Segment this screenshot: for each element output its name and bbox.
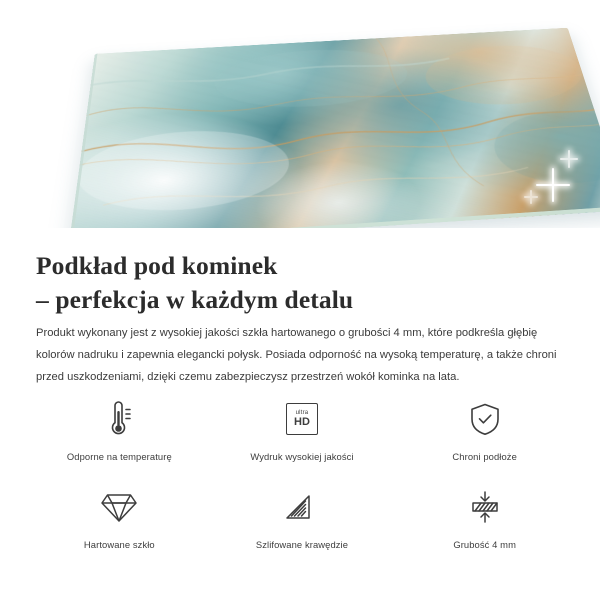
page-title-line-1: Podkład pod kominek bbox=[36, 251, 278, 281]
ultra-hd-badge-top: ultra bbox=[295, 410, 309, 416]
feature-label: Hartowane szkło bbox=[83, 539, 155, 550]
glass-plate-visual bbox=[69, 28, 600, 228]
thermometer-icon bbox=[96, 396, 142, 442]
feature-item-thickness bbox=[393, 484, 576, 566]
feature-label: Odporne na temperaturę bbox=[66, 451, 172, 462]
hero-image bbox=[0, 0, 600, 228]
feature-label: Szlifowane krawędzie bbox=[255, 539, 349, 550]
feature-grid bbox=[28, 396, 576, 566]
thickness-arrows-icon bbox=[462, 484, 508, 530]
polished-edge-icon bbox=[279, 484, 325, 530]
ultra-hd-icon bbox=[279, 396, 325, 442]
feature-label: Wydruk wysokiej jakości bbox=[250, 451, 354, 462]
ultra-hd-badge-bottom: HD bbox=[294, 416, 310, 428]
page-title-line-2: – perfekcja w każdym detalu bbox=[36, 284, 354, 314]
feature-item-tempered-glass bbox=[28, 484, 211, 566]
feature-item-print-quality bbox=[211, 396, 394, 478]
shield-check-icon bbox=[462, 396, 508, 442]
diamond-icon bbox=[96, 484, 142, 530]
glass-gloss-overlay bbox=[69, 28, 600, 228]
feature-label: Grubość 4 mm bbox=[453, 539, 516, 550]
page-title bbox=[36, 249, 566, 316]
feature-item-surface-protection bbox=[393, 396, 576, 478]
feature-item-polished-edges bbox=[211, 484, 394, 566]
product-description-text: Produkt wykonany jest z wysokiej jakości szkła hartowanego o grubości 4 mm, które podkreśla głębię kolorów nadruku i zapewnia elegancki połysk. Posiada odporność na wysoką temperaturę, a także chroni przed uszkodzeniami, dzięki czemu zabezpieczysz przestrzeń wokół kominka na lata. bbox=[36, 327, 557, 383]
feature-item-temperature bbox=[28, 396, 211, 478]
feature-label: Chroni podłoże bbox=[452, 451, 517, 462]
